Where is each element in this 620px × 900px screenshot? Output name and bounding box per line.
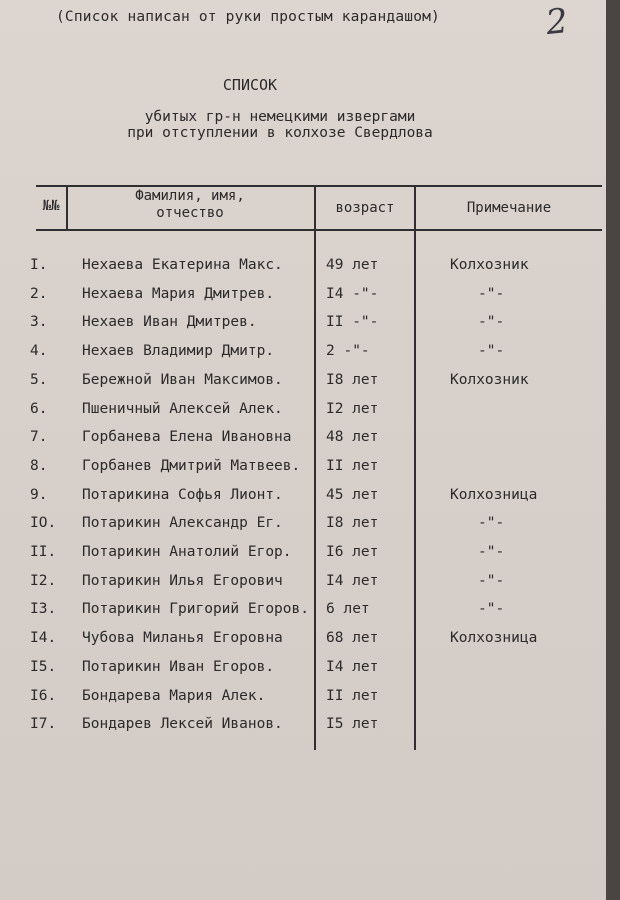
bleed-through-text [420,38,428,53]
subtitle-line-2: при отступлении в колхозе Свердлова [127,125,433,141]
row-remark: -"- [478,286,505,302]
row-name: Бережной Иван Максимов. [82,372,283,388]
row-remark: -"- [478,314,505,330]
row-age: I4 -"- [326,286,379,302]
row-name: Бондарев Лексей Иванов. [82,716,283,732]
row-remark: -"- [478,573,505,589]
row-remark: -"- [478,515,505,531]
row-name: Нехаев Иван Дмитрев. [82,314,257,330]
row-number: 5. [30,372,48,388]
row-name: Чубова Миланья Егоровна [82,630,283,646]
row-name: Пшеничный Алексей Алек. [82,401,283,417]
row-age: 2 -"- [326,343,370,359]
column-divider-2 [314,185,316,750]
row-name: Горбанева Елена Ивановна [82,429,292,445]
row-number: 6. [30,401,48,417]
row-age: I5 лет [326,716,379,732]
table-header-rule [36,229,602,231]
row-number: 3. [30,314,48,330]
page-number: 2 [543,0,570,44]
row-age: 45 лет [326,487,379,503]
row-age: I8 лет [326,515,379,531]
document-subtitle [0,109,560,141]
row-age: I8 лет [326,372,379,388]
row-name: Потарикина Софья Лионт. [82,487,283,503]
row-remark: Колхозник [450,257,529,273]
row-number: II. [30,544,57,560]
row-remark: Колхозница [450,630,538,646]
row-remark: Колхозник [450,372,529,388]
row-name: Потарикин Иван Егоров. [82,659,275,675]
row-remark: Колхозница [450,487,538,503]
header-number: №№ [42,198,60,214]
row-age: 6 лет [326,601,370,617]
row-remark: -"- [478,601,505,617]
row-remark: -"- [478,544,505,560]
row-name: Потарикин Александр Ег. [82,515,283,531]
row-name: Горбанев Дмитрий Матвеев. [82,458,301,474]
row-name: Нехаев Владимир Дмитр. [82,343,275,359]
row-name: Потарикин Григорий Егоров. [82,601,309,617]
header-name: Фамилия, имя, отчество [135,188,245,221]
row-name: Потарикин Анатолий Егор. [82,544,292,560]
row-number: I2. [30,573,57,589]
row-age: 68 лет [326,630,379,646]
row-age: II лет [326,688,379,704]
row-name: Потарикин Илья Егорович [82,573,283,589]
handwritten-note: (Список написан от руки простым карандашом) [56,9,440,25]
document-title: СПИСОК [222,76,278,94]
row-age: I6 лет [326,544,379,560]
row-age: II лет [326,458,379,474]
row-number: 2. [30,286,48,302]
row-age: I4 лет [326,659,379,675]
table-top-rule [36,185,602,187]
subtitle-line-1: убитых гр-н немецкими извергами [144,109,416,125]
row-number: I5. [30,659,57,675]
row-number: 9. [30,487,48,503]
row-number: 8. [30,458,48,474]
row-number: 7. [30,429,48,445]
row-name: Нехаева Мария Дмитрев. [82,286,275,302]
row-name: Бондарева Мария Алек. [82,688,266,704]
column-divider-3 [414,185,416,750]
row-age: 48 лет [326,429,379,445]
row-number: I6. [30,688,57,704]
row-number: I3. [30,601,57,617]
header-remark: Примечание [466,200,552,216]
row-name: Нехаева Екатерина Макс. [82,257,283,273]
column-divider-1 [66,185,68,230]
row-remark: -"- [478,343,505,359]
row-number: IO. [30,515,57,531]
row-number: I4. [30,630,57,646]
row-number: I7. [30,716,57,732]
row-age: II -"- [326,314,379,330]
header-age: возраст [335,200,395,216]
row-number: 4. [30,343,48,359]
row-age: 49 лет [326,257,379,273]
scan-edge [606,0,620,900]
row-age: I4 лет [326,573,379,589]
row-number: I. [30,257,48,273]
row-age: I2 лет [326,401,379,417]
